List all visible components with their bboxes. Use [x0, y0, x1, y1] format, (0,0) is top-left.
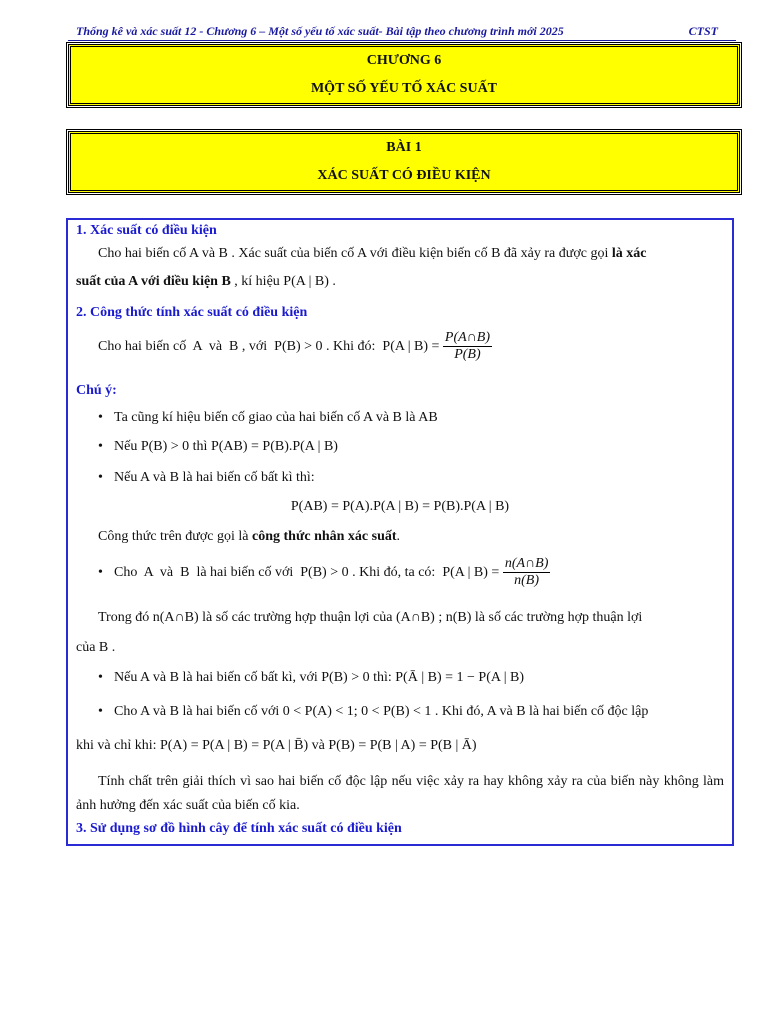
theory-box	[66, 218, 734, 846]
where-line-1: Trong đó n(A∩B) là số các trường hợp thuận lợi của (A∩B) ; n(B) là số các trường hợp thuận lợi	[98, 610, 643, 625]
section-1-heading: 1. Xác suất có điều kiện	[76, 223, 217, 238]
header-tag: CTST	[688, 24, 718, 38]
chapter-title-box	[68, 44, 740, 106]
header-rule	[68, 40, 736, 41]
multiplication-rule-line: Công thức trên được gọi là công thức nhân xác suất.	[98, 529, 401, 544]
section-3-heading: 3. Sử dụng sơ đồ hình cây để tính xác suất có điều kiện	[76, 821, 402, 836]
header-title: Thống kê và xác suất 12 - Chương 6 – Một số yếu tố xác suất- Bài tập theo chương trình mới 2025	[76, 24, 564, 38]
lesson-title: XÁC SUẤT CÓ ĐIỀU KIỆN	[317, 168, 491, 183]
note-bullet-5: • Nếu A và B là hai biến cố bất kì, với P(B) > 0 thì: P(Ā | B) = 1 − P(A | B)	[98, 670, 525, 685]
section-2-heading: 2. Công thức tính xác suất có điều kiện	[76, 305, 308, 320]
lesson-number: BÀI 1	[386, 140, 422, 155]
conditional-fraction: $\frac{P(A\cap B)}{P(B)}$	[444, 330, 490, 362]
lesson-title-box	[68, 131, 740, 193]
s1-line-1: Cho hai biến cố A và B . Xác suất của biến cố A với điều kiện biến cố B đã xảy ra được gọi là xác	[98, 246, 647, 261]
note-bullet-6: • Cho A và B là hai biến cố với 0 < P(A) < 1; 0 < P(B) < 1 . Khi đó, A và B là hai biến cố độc lập	[98, 704, 649, 719]
count-fraction: $\frac{n(A\cap B)}{n(B)}$	[504, 556, 549, 588]
note-bullet-1: • Ta cũng kí hiệu biến cố giao của hai biến cố A và B là AB	[98, 410, 438, 425]
s2-formula-line: Cho hai biến cố A và B , với P(B) > 0 . Khi đó: P(A | B) = $\frac{P(A\cap B)}{P(B)}$	[98, 330, 490, 362]
note-heading: Chú ý:	[76, 383, 117, 398]
multiplication-formula: P(AB) = P(A).P(A | B) = P(B).P(A | B)	[290, 499, 510, 514]
chapter-title: MỘT SỐ YẾU TỐ XÁC SUẤT	[310, 81, 498, 96]
running-header	[76, 24, 718, 39]
note-bullet-4: • Cho A và B là hai biến cố với P(B) > 0 . Khi đó, ta có: P(A | B) = $\frac{n(A\cap B)}{n(B)}$	[98, 556, 549, 588]
s1-line-2: suất của A với điều kiện B , kí hiệu P(A | B) .	[76, 274, 336, 289]
where-line-2: của B .	[76, 640, 116, 655]
note-bullet-3: • Nếu A và B là hai biến cố bất kì thì:	[98, 470, 315, 485]
chapter-number: CHƯƠNG 6	[366, 53, 442, 68]
note-bullet-2: • Nếu P(B) > 0 thì P(AB) = P(B).P(A | B)	[98, 439, 338, 454]
independence-line: khi và chỉ khi: P(A) = P(A | B) = P(A | B̄) và P(B) = P(B | A) = P(B | Ā)	[76, 738, 477, 753]
independence-remark: Tính chất trên giải thích vì sao hai biến cố độc lập nếu việc xảy ra hay không xảy ra của biến này không làm ảnh hưởng đến xác suất của biến cố kia.	[76, 774, 724, 813]
